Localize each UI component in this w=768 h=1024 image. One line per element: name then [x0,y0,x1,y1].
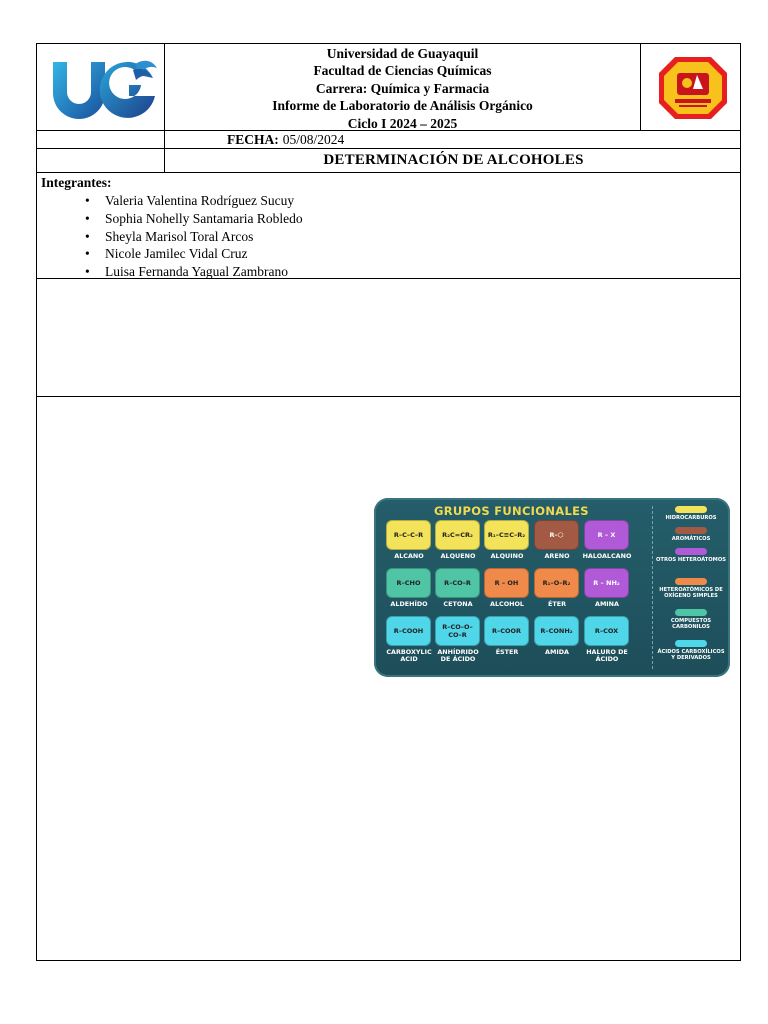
functional-group-tile: R–⬡ [534,520,579,550]
header-text [165,44,640,132]
legend-item [656,527,726,542]
list-item: • Luisa Fernanda Yagual Zambrano [85,263,303,281]
functional-group-tile: R–CONH₂ [534,616,579,646]
functional-group-tile: R – NH₂ [584,568,629,598]
functional-group-tile: R–CHO [386,568,431,598]
functional-group-name: HALURO DE ÁCIDO [586,648,628,664]
university-name: Universidad de Guayaquil [326,46,479,61]
fecha-row [37,131,740,149]
legend-item [656,548,726,563]
functional-group-tile: R–CO–R [435,568,480,598]
functional-group-tile: R – OH [484,568,529,598]
integrantes-label: Integrantes: [41,175,112,190]
legend-item [656,578,726,599]
functional-group-name: ALQUENO [440,552,476,560]
functional-group-name: ALCOHOL [490,600,524,608]
functional-group-name: AMIDA [545,648,569,656]
integrantes-list [85,192,303,281]
infographic-title: GRUPOS FUNCIONALES [434,504,589,518]
cycle-name: Ciclo I 2024 – 2025 [347,115,458,131]
functional-group-tile: R – X [584,520,629,550]
legend-swatch [675,640,707,647]
legend-swatch [675,548,707,555]
functional-group-tile: R–COOH [386,616,431,646]
report-page [36,43,741,961]
functional-group-tile: R–CO–O–CO–R [435,616,480,646]
ug-logo [49,56,159,120]
report-title: DETERMINACIÓN DE ALCOHOLES [323,152,584,168]
functional-group-tile: R–COOR [484,616,529,646]
functional-group-name: CARBOXYLIC ACID [386,648,432,664]
legend-label: OTROS HETEROÁTOMOS [656,557,726,563]
functional-group-tile: R₁–C≡C–R₂ [484,520,529,550]
legend-item [656,506,726,521]
functional-group-name: ÉTER [547,600,566,608]
header-row [37,44,740,131]
functional-group-name: ANHÍDRIDO DE ÁCIDO [437,648,479,664]
functional-group-tile: R–COX [584,616,629,646]
functional-group-tile: R₂C=CR₂ [435,520,480,550]
legend-swatch [675,609,707,616]
functional-group-name: AMINA [595,600,619,608]
fecha-label: FECHA: [227,131,279,147]
functional-group-name: ALCANO [394,552,424,560]
title-row [37,149,740,173]
legend-item [656,609,726,630]
legend-swatch [675,578,707,585]
legend-swatch [675,527,707,534]
list-item: • Sophia Nohelly Santamaria Robledo [85,210,303,228]
legend-label: COMPUESTOS CARBONILOS [670,618,712,630]
list-item: • Sheyla Marisol Toral Arcos [85,228,303,246]
empty-section [37,279,740,397]
career-name: Carrera: Química y Farmacia [315,80,490,96]
functional-group-name: HALOALCANO [582,552,632,560]
legend-item [656,640,726,661]
legend-label: HIDROCARBUROS [665,515,717,521]
fecha-value: 05/08/2024 [282,131,345,147]
list-item: • Nicole Jamilec Vidal Cruz [85,245,303,263]
fecha [227,131,344,148]
functional-group-name: ALQUINO [490,552,524,560]
functional-groups-infographic [374,498,730,677]
functional-group-name: ARENO [544,552,570,560]
list-item: • Valeria Valentina Rodríguez Sucuy [85,192,303,210]
functional-group-name: CETONA [443,600,473,608]
faculty-seal [657,55,729,121]
faculty-name: Facultad de Ciencias Químicas [313,63,492,79]
integrantes-row [37,173,740,279]
functional-group-tile: R₁–O–R₂ [534,568,579,598]
functional-group-tile: R–C–C–R [386,520,431,550]
legend-label: HETEROATÓMICOS DE OXÍGENO SIMPLES [659,587,723,599]
legend-label: AROMÁTICOS [671,536,711,542]
functional-group-name: ÉSTER [495,648,519,656]
functional-group-name: ALDEHÍDO [390,600,428,608]
report-name: Informe de Laboratorio de Análisis Orgánico [272,98,533,114]
legend-swatch [675,506,707,513]
legend-label: ÁCIDOS CARBOXÍLICOS Y DERIVADOS [657,649,725,661]
